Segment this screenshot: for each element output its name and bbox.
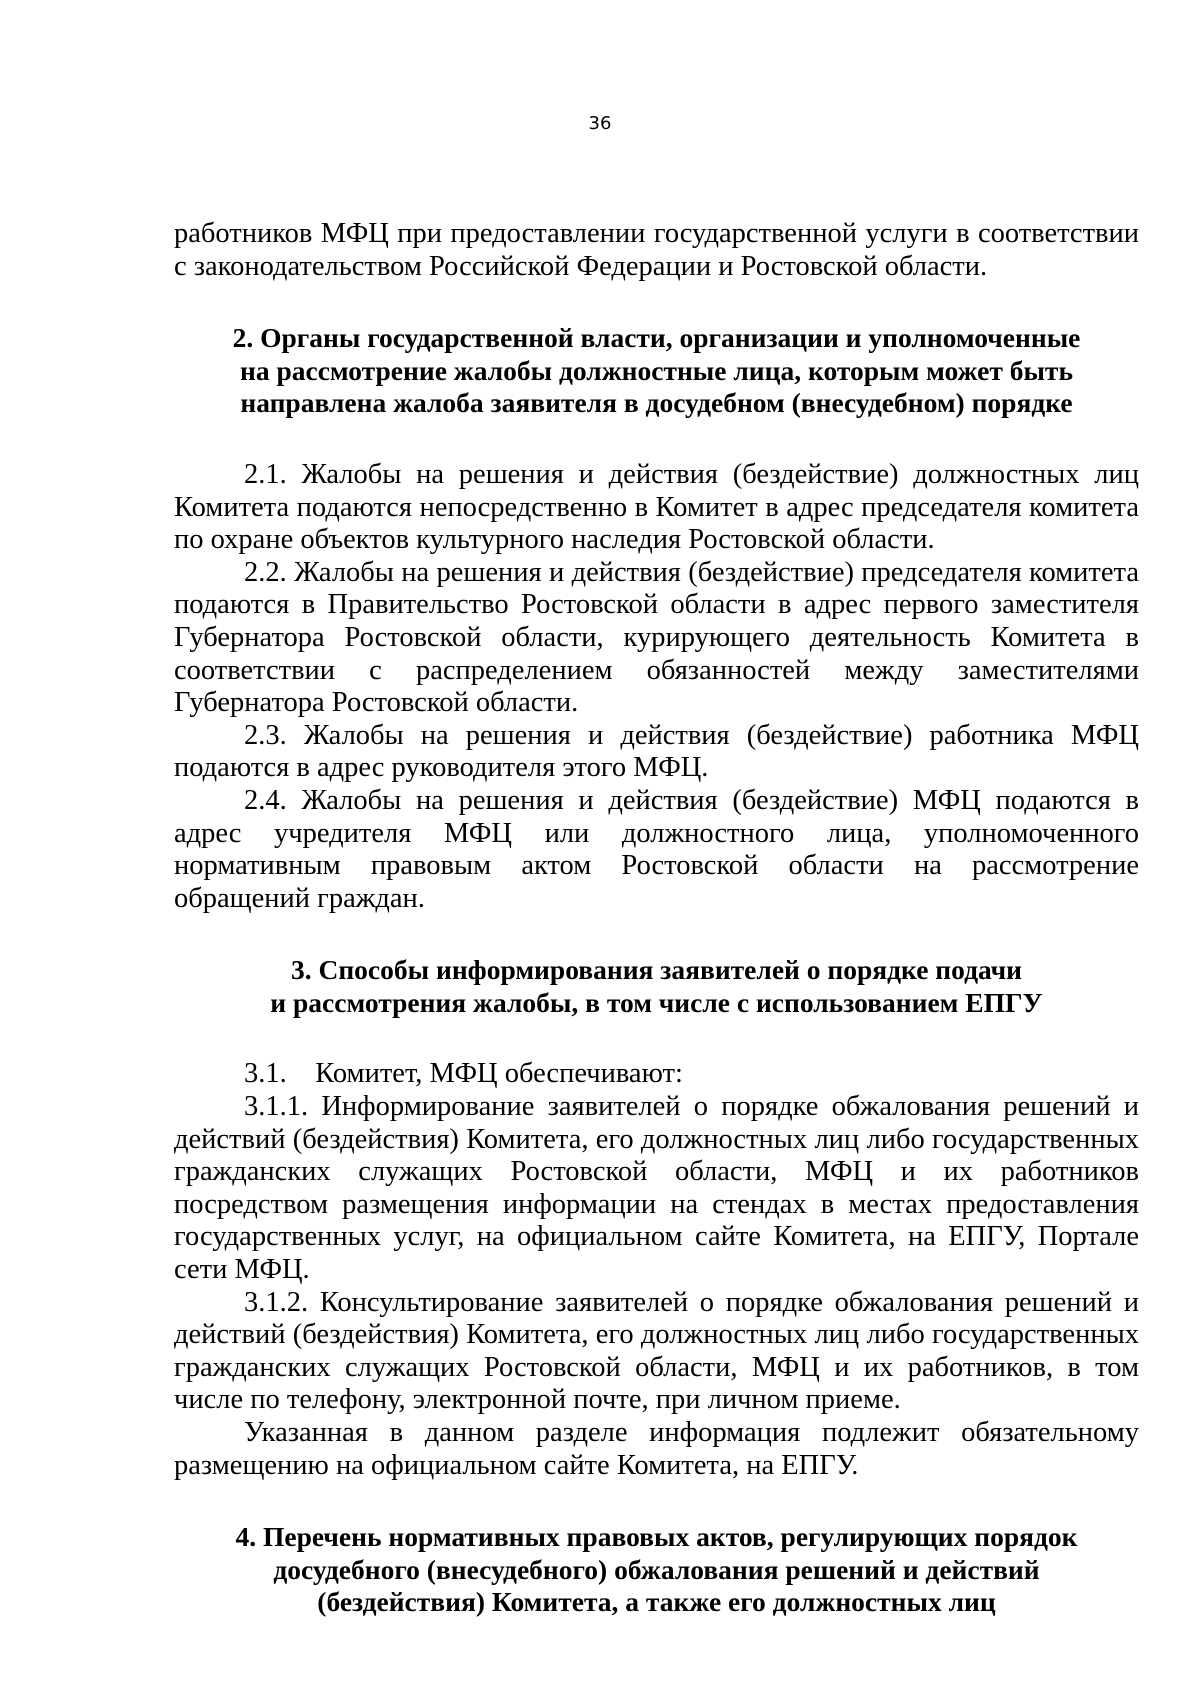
section-4-heading-line: 4. Перечень нормативных правовых актов, регулирующих порядок [235,1521,1078,1553]
paragraph-3-1-2: 3.1.2. Консультирование заявителей о порядке обжалования решений и действий (бездействия) Комитета, его должностных лиц либо государственных гражданских служащих Ростовской области, МФЦ и их работников, в том числе по телефону, электронной почте, при личном приеме. [174,1286,1139,1416]
section-4-heading-line: (бездействия) Комитета, а также его должностных лиц [317,1586,996,1618]
section-3-heading-line: 3. Способы информирования заявителей о порядке подачи [290,954,1023,986]
section-3-heading [174,954,1139,1019]
document-body [174,218,1139,1619]
section-4-heading-line: досудебного (внесудебного) обжалования решений и действий [273,1553,1040,1585]
paragraph-2-4: 2.4. Жалобы на решения и действия (бездействие) МФЦ подаются в адрес учредителя МФЦ или должностного лица, уполномоченного нормативным правовым актом Ростовской области на рассмотрение обращений граждан. [174,784,1139,914]
paragraph-2-2: 2.2. Жалобы на решения и действия (бездействие) председателя комитета подаются в Правительство Ростовской области в адрес первого заместителя Губернатора Ростовской области, курирующего деятельность Комитета в соответствии с распределением обязанностей между заместителями Губернатора Ростовской области. [174,556,1139,719]
paragraph-3-1-1: 3.1.1. Информирование заявителей о порядке обжалования решений и действий (бездействия) Комитета, его должностных лиц либо государственных гражданских служащих Ростовской области, МФЦ и их работников посредством размещения информации на стендах в местах предоставления государственных услуг, на официальном сайте Комитета, на ЕПГУ, Портале сети МФЦ. [174,1091,1139,1286]
paragraph-3-1: 3.1. Комитет, МФЦ обеспечивают: [244,1058,683,1090]
paragraph-3-note: Указанная в данном разделе информация подлежит обязательному размещению на официальном сайте Комитета, на ЕПГУ. [174,1417,1139,1481]
paragraph-2-1: 2.1. Жалобы на решения и действия (бездействие) должностных лиц Комитета подаются непосредственно в Комитет в адрес председателя комитета по охране объектов культурного наследия Ростовской области. [174,458,1139,556]
paragraph-2-3: 2.3. Жалобы на решения и действия (бездействие) работника МФЦ подаются в адрес руководителя этого МФЦ. [174,719,1139,784]
section-2-heading [174,322,1139,420]
page-number: 36 [588,113,612,134]
section-2-heading-line: на рассмотрение жалобы должностные лица, которым может быть [239,354,1073,386]
section-4-heading [174,1521,1139,1619]
section-2-heading-line: направлена жалоба заявителя в досудебном (внесудебном) порядке [240,387,1073,419]
section-2-heading-line: 2. Органы государственной власти, организации и уполномоченные [232,322,1081,354]
intro-paragraph: работников МФЦ при предоставлении государственной услуги в соответствии с законодательством Российской Федерации и Ростовской области. [174,218,1139,282]
section-3-heading-line: и рассмотрения жалобы, в том числе с использованием ЕПГУ [270,986,1043,1018]
